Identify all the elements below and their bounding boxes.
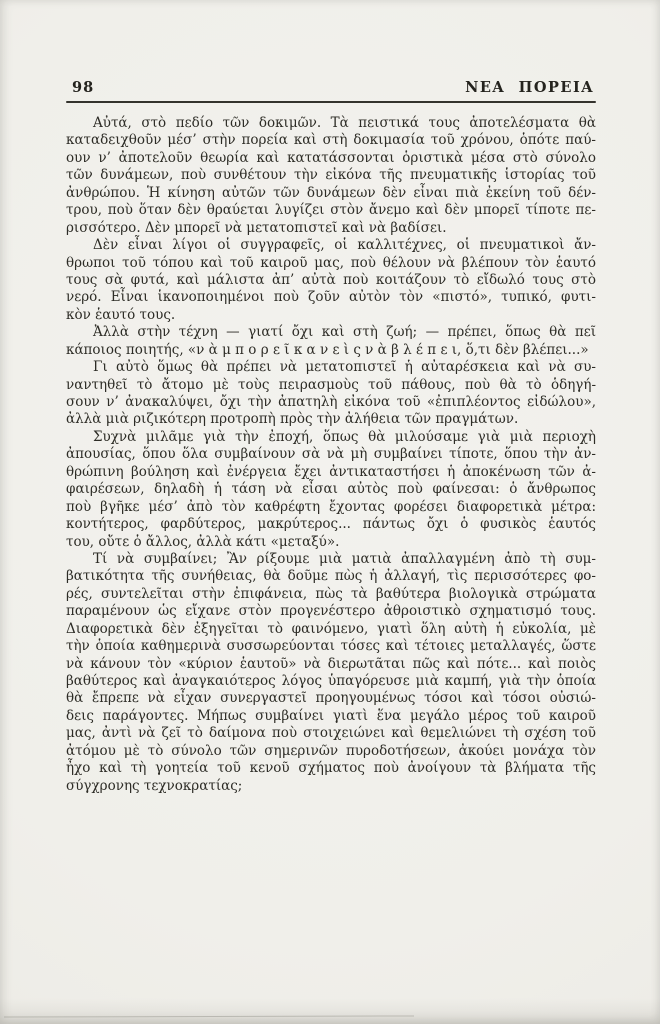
page-content [66, 79, 596, 795]
text-line: Τί νὰ συμβαίνει; Ἂν ρίξουμε μιὰ ματιὰ ἀπαλλαγμένη ἀπὸ τὴ συμ- [93, 550, 596, 567]
paragraph [66, 237, 596, 324]
text-line: τὴν ὁποία καθημερινὰ συσσωρεύονται τόσες καὶ τέτοιες μεταλλαγές, ὥστε [66, 638, 596, 655]
text-line: τους σὰ φυτά, καὶ μάλιστα ἀπ’ αὐτὰ ποὺ κοιτάζουν τὸ εἴδωλό τους στὸ [66, 271, 596, 288]
text-line: Αὐτά, στὸ πεδίο τῶν δοκιμῶν. Τὰ πειστικά τους ἀποτελέσματα θὰ [93, 115, 596, 131]
paragraph [66, 324, 596, 359]
text-line: τρου, ποὺ ὅταν δὲν θραύεται λυγίζει στὸν ἄνεμο καὶ δὲν μπορεῖ τίποτε πε- [66, 202, 596, 219]
scan-bottom-shadow [0, 998, 660, 1024]
text-line: θὰ ἔπρεπε νὰ εἶχαν συνεργαστεῖ προηγουμένως τόσοι καὶ τόσοι οὐσιώ- [66, 690, 596, 707]
text-line: ρισσότερο. Δὲν μπορεῖ νὰ μετατοπιστεῖ καὶ νὰ βαδίσει. [66, 219, 447, 236]
text-line: ποὺ βγῆκε μέσ’ ἀπὸ τὸν καθρέφτη ἔχοντας φορέσει διαφορετικὰ μέτρα: [66, 498, 596, 515]
paragraph [66, 115, 596, 237]
text-line: φαιρέσεων, δηλαδὴ ἡ τάση νὰ εἶσαι αὐτὸς ποὺ φαίνεσαι: ὁ ἄνθρωπος [66, 481, 596, 498]
paragraph [66, 359, 596, 429]
text-line: Γι αὐτὸ ὅμως θὰ πρέπει νὰ μετατοπιστεῖ ἡ αὐταρέσκεια καὶ νὰ συ- [93, 359, 596, 376]
text-line: θρωποι τοῦ τόπου καὶ τοῦ καιροῦ μας, ποὺ θέλουν νὰ βλέπουν τὸν ἑαυτό [66, 254, 596, 271]
text-line: ἦχο καὶ τὴ γοητεία τοῦ κενοῦ σχήματος ποὺ ἀνοίγουν τὰ βλήματα τῆς [66, 760, 596, 777]
journal-title: ΝΕΑ ΠΟΡΕΙΑ [465, 79, 594, 96]
text-line: καταδειχθοῦν μέσ’ στὴν πορεία καὶ στὴ δοκιμασία τοῦ χρόνου, ὁπότε παύ- [66, 132, 596, 149]
text-line: ἀνθρώπου. Ἡ κίνηση αὐτῶν τῶν δυνάμεων δὲν εἶναι πιὰ ἐκείνη τοῦ δέν- [66, 184, 596, 201]
running-header [66, 79, 596, 96]
text-line: Συχνὰ μιλᾶμε γιὰ τὴν ἐποχή, ὅπως θὰ μιλούσαμε γιὰ μιὰ περιοχὴ [93, 428, 596, 445]
page-number: 98 [72, 79, 95, 96]
text-line: νερό. Εἶναι ἱκανοποιημένοι ποὺ ζοῦν αὐτὸν τὸν «πιστό», τυπικό, φυτι- [66, 289, 596, 306]
article-body [66, 115, 596, 795]
text-line: τῶν δυνάμεων, ποὺ συνθέτουν τὴν εἰκόνα τῆς πνευματικῆς ἱστορίας τοῦ [66, 167, 596, 184]
text-line: δεις παράγοντες. Μήπως συμβαίνει γιατὶ ἕνα μεγάλο μέρος τοῦ καιροῦ [66, 707, 596, 724]
text-line: κάποιος ποιητής, «ν ὰ μ π ο ρ ε ῖ κ α ν ε ὶ ς ν ὰ β λ έ π ε ι, ὅ,τι δὲν βλέπει...» [66, 341, 589, 358]
text-line: ἀλλὰ μιὰ ριζικότερη προτροπὴ πρὸς τὴν ἀλήθεια τῶν πραγμάτων. [66, 411, 519, 428]
text-line: ρές, συντελεῖται στὴν ἐπιφάνεια, πὼς τὰ βαθύτερα βιολογικὰ στρώματα [66, 585, 596, 602]
paragraph [66, 551, 596, 795]
text-line: νὰ κάνουν τὸν «κύριον ἑαυτοῦ» νὰ διερωτᾶται πῶς καὶ πότε... καὶ ποιὸς [66, 655, 596, 672]
text-line: ἀπουσίας, ὅπου ὅλα συμβαίνουν σὰ νὰ μὴ συμβαίνει τίποτε, ὅπου τὴν ἀν- [66, 446, 596, 463]
text-line: σύγχρονης τεχνοκρατίας; [66, 777, 243, 794]
text-line: παραμένουν ὡς εἴχανε στὸν προγενέστερο ἀθροιστικὸ σχηματισμό τους. [66, 603, 596, 620]
text-line: κὸν ἑαυτό τους. [66, 306, 176, 323]
text-line: ἀτόμου μὲ τὸ σύνολο τῶν σημερινῶν πυροδοτήσεων, ἀκούει μονάχα τὸν [66, 742, 596, 759]
text-line: Δὲν εἶναι λίγοι οἱ συγγραφεῖς, οἱ καλλιτέχνες, οἱ πνευματικοὶ ἄν- [93, 237, 596, 254]
paragraph [66, 429, 596, 551]
text-line: Ἀλλὰ στὴν τέχνη — γιατί ὄχι καὶ στὴ ζωή; — πρέπει, ὅπως θὰ πεῖ [93, 324, 596, 341]
text-line: κοντήτερος, φαρδύτερος, μακρύτερος... πάντως ὄχι ὁ φυσικὸς ἑαυτός [66, 516, 596, 533]
text-line: βατικότητα τῆς συνήθειας, θὰ δοῦμε πὼς ἡ ἀλλαγή, τὶς περισσότερες φο- [66, 568, 596, 585]
text-line: του, οὔτε ὁ ἄλλος, ἀλλὰ κάτι «μεταξύ». [66, 533, 340, 550]
text-line: σουν ν’ ἀνακαλύψει, ὄχι τὴν ἀπατηλὴ εἰκόνα τοῦ «ἐπιπλέοντος εἰδώλου», [66, 394, 596, 410]
header-rule [66, 101, 596, 103]
text-line: μας, ἀντὶ νὰ ζεῖ τὸ δαίμονα ποὺ στοιχειώνει καὶ θεμελιώνει τὴ σχέση τοῦ [66, 725, 596, 742]
text-line: θρώπινη βούληση καὶ ἐνέργεια ἔχει ἀντικαταστήσει ἡ ἀποκένωση τῶν ἀ- [66, 463, 596, 480]
text-line: βαθύτερος καὶ ἀναγκαιότερος λόγος ὑπαγόρευσε μιὰ καμπή, γιὰ τὴν ὁποία [66, 673, 596, 689]
text-line: ναντηθεῖ τὸ ἄτομο μὲ τοὺς πειρασμοὺς τοῦ πάθους, ποὺ θὰ τὸ ὁδηγή- [66, 376, 596, 393]
text-line: Διαφορετικὰ δὲν ἐξηγεῖται τὸ φαινόμενο, γιατὶ ὅλη αὐτὴ ἡ εὐκολία, μὲ [66, 620, 596, 637]
text-line: ουν ν’ ἀποτελοῦν θεωρία καὶ κατατάσσονται ὁριστικὰ μέσα στὸ σύνολο [66, 149, 596, 166]
